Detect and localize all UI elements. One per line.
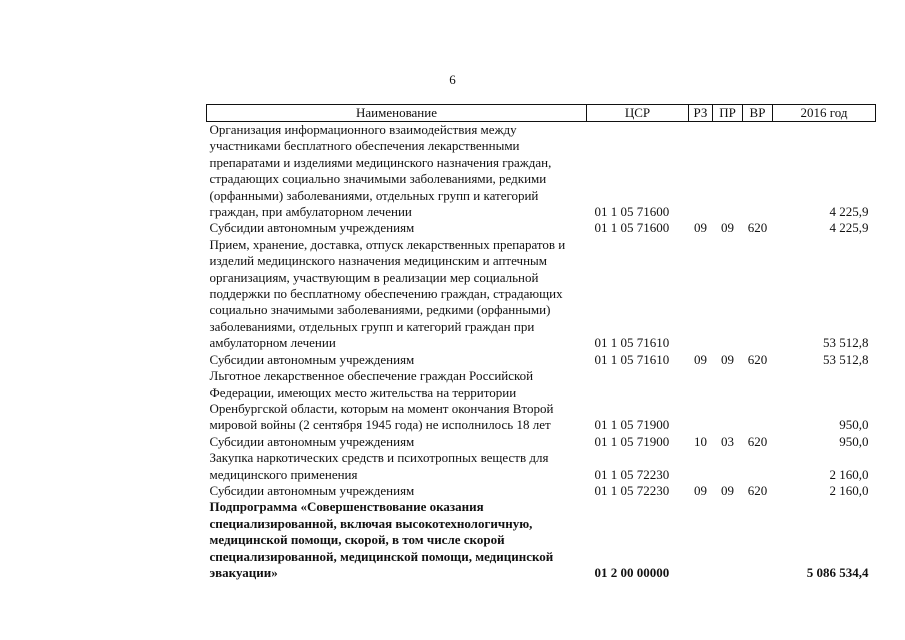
- csr-cell: 01 1 05 71600: [594, 204, 670, 220]
- vr-cell: 620: [747, 433, 768, 449]
- rz-cell: [689, 499, 713, 581]
- amount-cell: 950,0: [839, 417, 869, 433]
- csr-cell: 01 1 05 71600: [594, 220, 670, 236]
- amount-cell: 53 512,8: [823, 351, 869, 367]
- vr-cell: [743, 499, 773, 581]
- name-cell: Субсидии автономным учреждениям: [209, 482, 415, 498]
- name-cell: Субсидии автономным учреждениям: [209, 351, 415, 367]
- pr-cell: 09: [721, 351, 734, 367]
- header-name: Наименование: [207, 105, 587, 122]
- vr-cell: [743, 368, 773, 434]
- table-row: [207, 122, 876, 221]
- csr-cell: 01 1 05 72230: [594, 466, 670, 482]
- rz-cell: 09: [694, 220, 707, 236]
- rz-cell: 10: [694, 433, 707, 449]
- rz-cell: 09: [694, 351, 707, 367]
- table-row: [207, 368, 876, 434]
- table-row: [207, 220, 876, 236]
- budget-table: [206, 104, 876, 581]
- pr-cell: 09: [721, 220, 734, 236]
- name-cell: Прием, хранение, доставка, отпуск лекарственных препаратов и изделий медицинского назначения медицинским и аптечным организациям, участвующим в реализации мер социальной поддержки по бесплатному обеспечению граждан, страдающих социально значимыми заболеваниями, редкими (орфанными) заболеваниями, отдельных групп и категорий граждан при амбулаторном лечении: [209, 236, 566, 351]
- table-header: [207, 105, 876, 122]
- name-cell: Подпрограмма «Совершенствование оказания специализированной, включая высокотехнологичную, медицинской помощи, скорой, в том числе скорой специализированной, медицинской помощи, медицинской эвакуации»: [209, 499, 554, 580]
- table-row: [207, 352, 876, 368]
- amount-cell: 5 086 534,4: [806, 564, 869, 580]
- vr-cell: [743, 450, 773, 483]
- pr-cell: [713, 368, 743, 434]
- table-row: [207, 237, 876, 352]
- vr-cell: 620: [747, 351, 768, 367]
- pr-cell: [713, 122, 743, 221]
- table-row: [207, 450, 876, 483]
- rz-cell: 09: [694, 482, 707, 498]
- amount-cell: 4 225,9: [829, 220, 869, 236]
- header-year: 2016 год: [773, 105, 876, 122]
- csr-cell: 01 1 05 71610: [594, 351, 670, 367]
- rz-cell: [689, 368, 713, 434]
- name-cell: Организация информационного взаимодействия между участниками бесплатного обеспечения лекарственными препаратами и изделиями медицинского назначения граждан, страдающих социально значимыми заболеваниями, редкими (орфанными) заболеваниями, отдельных групп и категорий граждан, при амбулаторном лечении: [209, 122, 552, 220]
- pr-cell: [713, 237, 743, 352]
- csr-cell: 01 2 00 00000: [594, 564, 670, 580]
- csr-cell: 01 1 05 72230: [594, 482, 670, 498]
- table-row: [207, 434, 876, 450]
- name-cell: Льготное лекарственное обеспечение граждан Российской Федерации, имеющих место жительства на территории Оренбургской области, которым на момент окончания Второй мировой войны (2 сентября 1945 года) не исполнилось 18 лет: [209, 368, 554, 433]
- amount-cell: 53 512,8: [823, 335, 869, 351]
- vr-cell: [743, 122, 773, 221]
- amount-cell: 2 160,0: [829, 466, 869, 482]
- rz-cell: [689, 450, 713, 483]
- name-cell: Субсидии автономным учреждениям: [209, 220, 415, 236]
- name-cell: Закупка наркотических средств и психотропных веществ для медицинского применения: [209, 450, 549, 482]
- vr-cell: 620: [747, 220, 768, 236]
- vr-cell: [743, 237, 773, 352]
- header-row: [207, 105, 876, 122]
- table-row: [207, 499, 876, 581]
- name-cell: Субсидии автономным учреждениям: [209, 433, 415, 449]
- vr-cell: 620: [747, 482, 768, 498]
- csr-cell: 01 1 05 71900: [594, 433, 670, 449]
- csr-cell: 01 1 05 71610: [594, 335, 670, 351]
- amount-cell: 4 225,9: [829, 204, 869, 220]
- pr-cell: [713, 450, 743, 483]
- amount-cell: 2 160,0: [829, 482, 869, 498]
- pr-cell: [713, 499, 743, 581]
- csr-cell: 01 1 05 71900: [594, 417, 670, 433]
- rz-cell: [689, 237, 713, 352]
- header-pr: ПР: [713, 105, 743, 122]
- pr-cell: 03: [721, 433, 734, 449]
- table-body: [207, 122, 876, 582]
- pr-cell: 09: [721, 482, 734, 498]
- rz-cell: [689, 122, 713, 221]
- amount-cell: 950,0: [839, 433, 869, 449]
- header-csr: ЦСР: [587, 105, 689, 122]
- table-row: [207, 483, 876, 499]
- header-rz: РЗ: [689, 105, 713, 122]
- header-vr: ВР: [743, 105, 773, 122]
- page-number: 6: [449, 72, 456, 87]
